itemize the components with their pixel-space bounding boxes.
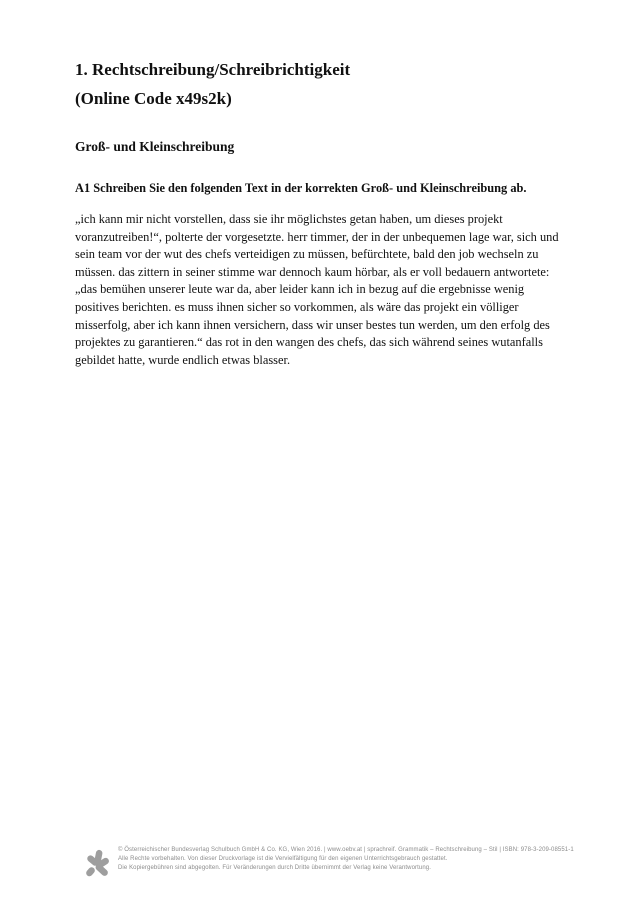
footer-text-block (118, 846, 574, 874)
page-title-line2: (Online Code x49s2k) (75, 89, 232, 108)
task-instruction: A1 Schreiben Sie den folgenden Text in der korrekten Groß- und Kleinschreibung ab. (75, 181, 527, 195)
page-footer (84, 846, 574, 880)
footer-fees-line: Die Kopiergebühren sind abgegolten. Für Veränderungen durch Dritte übernimmt der Verlag keine Verantwortung. (118, 865, 431, 872)
oebv-asterisk-logo-icon (84, 848, 110, 880)
exercise-text: „ich kann mir nicht vorstellen, dass sie ihr möglichstes getan haben, um dieses projekt voranzutreiben!“, polterte der vorgesetzte. herr timmer, der in der unbequemen lage war, sich und sein team vor der wut des chefs verteidigen zu müssen, befürchtete, bald den job wechseln zu müssen. das zittern in seiner stimme war dennoch kaum hörbar, als er voll bedauern antwortete: „das bemühen unserer leute war da, aber leider kann ich in bezug auf die ergebnisse wenig positives berichten. es muss ihnen sicher so vorkommen, als wäre das projekt ein völliger misserfolg, aber ich kann ihnen versichern, dass wir unser bestes tun werden, um den erfolg des projektes zu garantieren.“ das rot in den wangen des chefs, das sich während seines wutanfalls gebildet hatte, wurde endlich etwas blasser. (75, 212, 559, 367)
section-heading: Groß- und Kleinschreibung (75, 139, 235, 154)
footer-rights-line: Alle Rechte vorbehalten. Von dieser Druckvorlage ist die Vervielfältigung für den eigenen Unterrichtsgebrauch gestattet. (118, 856, 448, 863)
footer-copyright-line: © Österreichischer Bundesverlag Schulbuch GmbH & Co. KG, Wien 2016. | www.oebv.at | sprachreif. Grammatik – Rechtschreibung – Stil | ISBN: 978-3-209-08551-1 (118, 847, 574, 853)
page-title (75, 0, 567, 113)
page-title-line1: 1. Rechtschreibung/Schreibrichtigkeit (75, 60, 351, 79)
page-content (75, 0, 567, 369)
